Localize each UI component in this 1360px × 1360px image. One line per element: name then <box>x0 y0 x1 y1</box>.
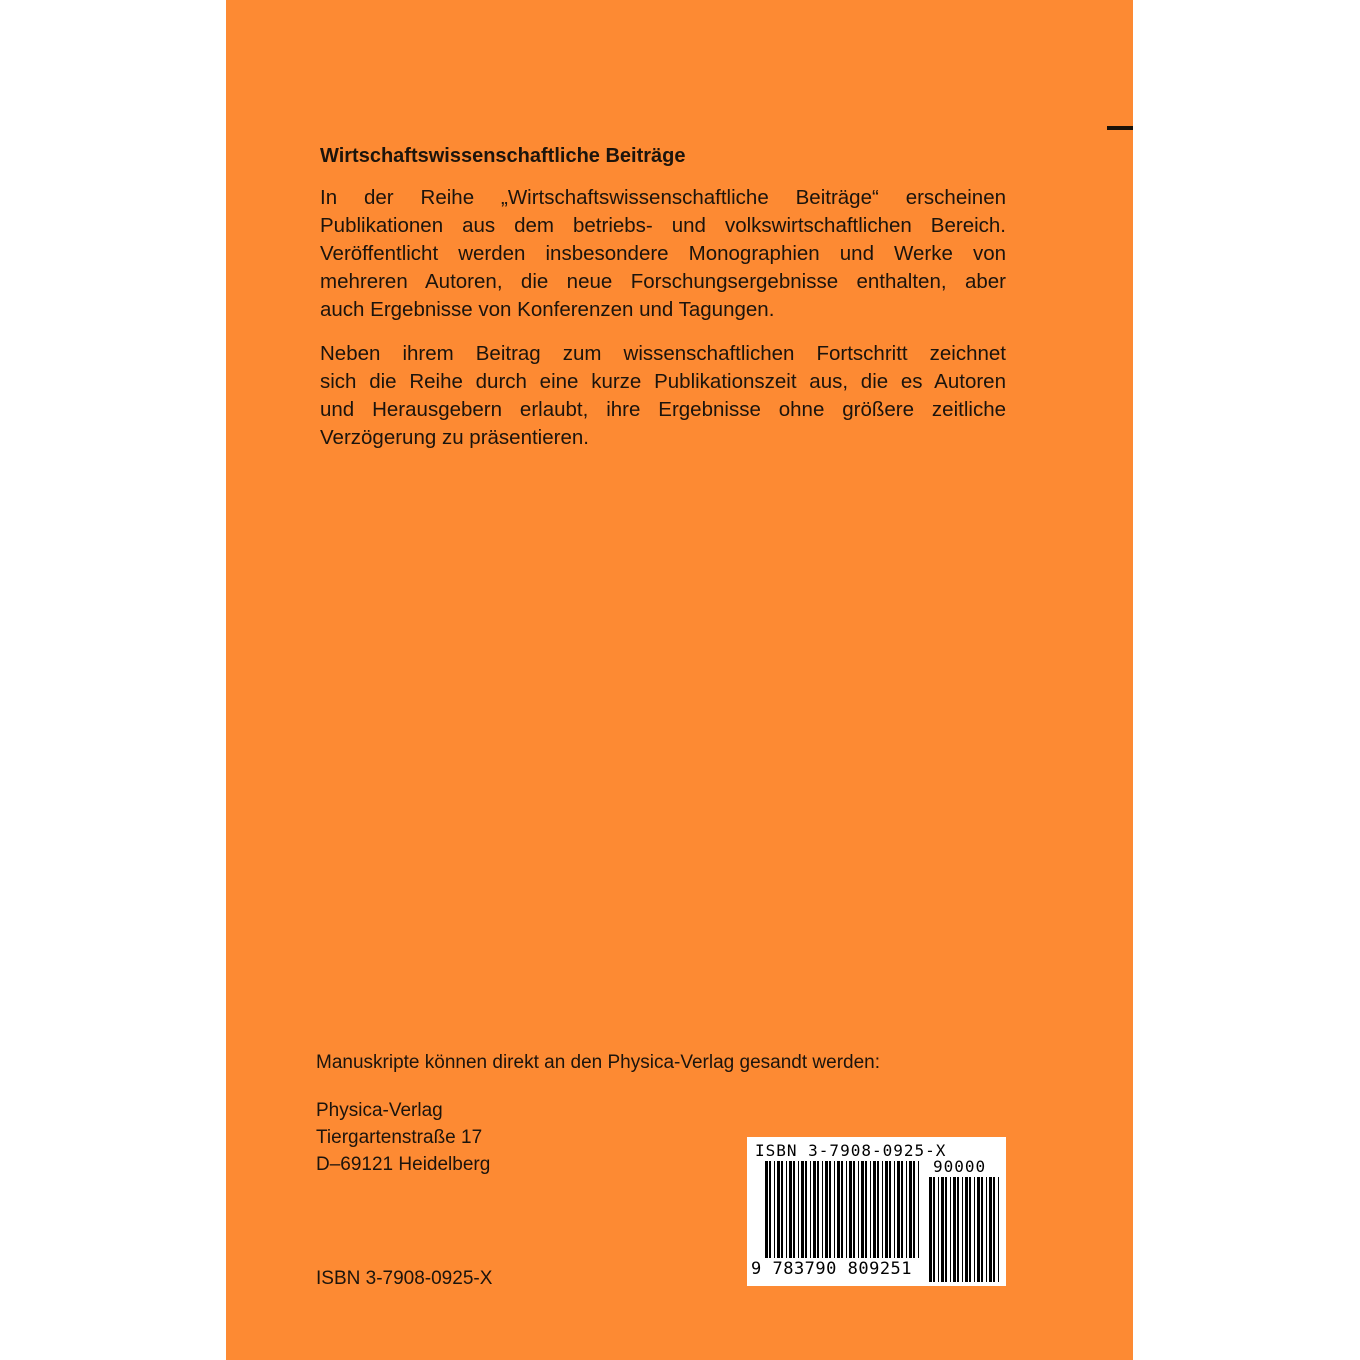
paragraph-line: auch Ergebnisse von Konferenzen und Tagungen. <box>320 298 775 321</box>
manuscript-note: Manuskripte können direkt an den Physica-Verlag gesandt werden: <box>316 1052 881 1073</box>
publisher-address <box>316 1097 490 1178</box>
series-benefit-paragraph <box>320 340 1006 452</box>
paragraph-line: Verzögerung zu präsentieren. <box>320 426 589 449</box>
paragraph-line: mehreren Autoren, die neue Forschungsergebnisse enthalten, aber <box>320 270 1006 293</box>
publisher-street: Tiergartenstraße 17 <box>316 1127 483 1148</box>
barcode-addon-digits: 90000 <box>933 1157 987 1176</box>
spine-mark <box>1107 126 1133 130</box>
publisher-city: D–69121 Heidelberg <box>316 1154 491 1175</box>
paragraph-line: sich die Reihe durch eine kurze Publikationszeit aus, die es Autoren <box>320 370 1006 393</box>
barcode-isbn: ISBN 3-7908-0925-X <box>755 1141 947 1160</box>
series-title: Wirtschaftswissenschaftliche Beiträge <box>320 145 686 167</box>
paragraph-line: Neben ihrem Beitrag zum wissenschaftlichen Fortschritt zeichnet <box>320 342 1006 365</box>
isbn-number: ISBN 3-7908-0925-X <box>316 1268 493 1289</box>
paragraph-line: Publikationen aus dem betriebs- und volkswirtschaftlichen Bereich. <box>320 214 1006 237</box>
paragraph-line: und Herausgebern erlaubt, ihre Ergebnisse ohne größere zeitliche <box>320 398 1006 421</box>
barcode-label <box>747 1137 1006 1286</box>
barcode-ean-digits: 9 783790 809251 <box>751 1259 913 1279</box>
publisher-name: Physica-Verlag <box>316 1100 443 1121</box>
series-description-paragraph <box>320 184 1006 324</box>
paragraph-line: Veröffentlicht werden insbesondere Monographien und Werke von <box>320 242 1006 265</box>
paragraph-line: In der Reihe „Wirtschaftswissenschaftliche Beiträge“ erscheinen <box>320 186 1006 209</box>
